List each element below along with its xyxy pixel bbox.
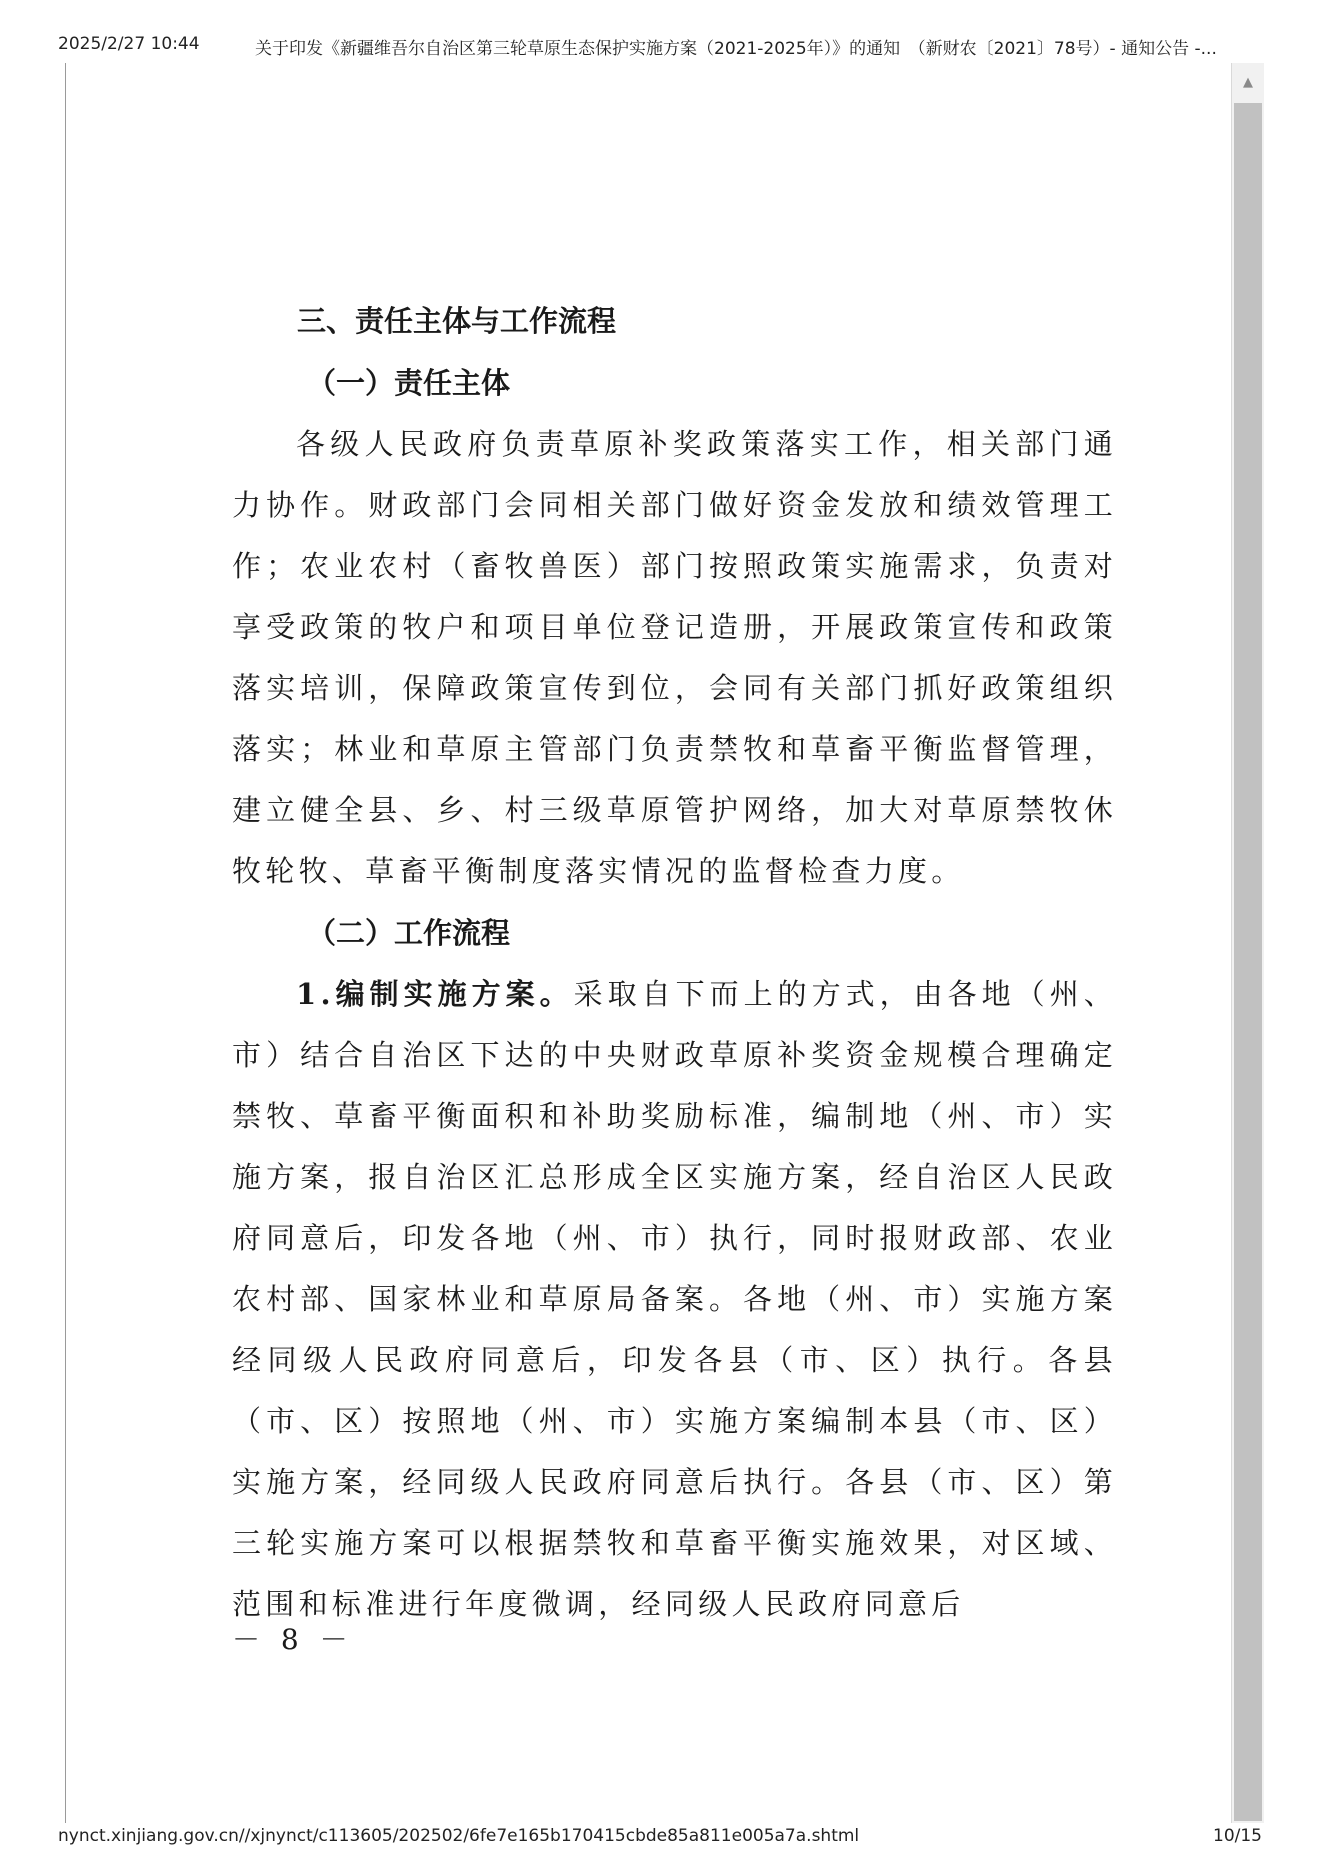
print-date: 2025/2/27 10:44 <box>58 34 200 54</box>
scrollbar-thumb[interactable] <box>1234 103 1262 1821</box>
print-title: 关于印发《新疆维吾尔自治区第三轮草原生态保护实施方案（2021-2025年）》的通知 （新财农〔2021〕78号）- 通知公告 -... <box>255 39 1217 59</box>
document-page <box>232 290 1117 1635</box>
paragraph-workflow-item-1 <box>232 964 1117 1635</box>
scroll-up-arrow-icon[interactable]: ▲ <box>1243 74 1253 90</box>
paragraph-responsibility: 各级人民政府负责草原补奖政策落实工作，相关部门通力协作。财政部门会同相关部门做好资金发放和绩效管理工作；农业农村（畜牧兽医）部门按照政策实施需求，负责对享受政策的牧户和项目单位登记造册，开展政策宣传和政策落实培训，保障政策宣传到位，会同有关部门抓好政策组织落实；林业和草原主管部门负责禁牧和草畜平衡监督管理，建立健全县、乡、村三级草原管护网络，加大对草原禁牧休牧轮牧、草畜平衡制度落实情况的监督检查力度。 <box>232 427 1117 888</box>
page-frame-border <box>65 63 66 1823</box>
document-page-number: － 8 － <box>232 1623 354 1656</box>
subheading-workflow: （二）工作流程 <box>307 916 511 950</box>
vertical-scrollbar[interactable] <box>1231 63 1264 1823</box>
section-heading: 三、责任主体与工作流程 <box>297 304 617 338</box>
print-url: nynct.xinjiang.gov.cn//xjnynct/c113605/202502/6fe7e165b170415cbde85a811e005a7a.shtml <box>58 1826 860 1846</box>
item-1-lead: 1.编制实施方案。 <box>296 977 574 1011</box>
print-page-counter: 10/15 <box>1213 1826 1262 1846</box>
item-1-text: 采取自下而上的方式，由各地（州、市）结合自治区下达的中央财政草原补奖资金规模合理确定禁牧、草畜平衡面积和补助奖励标准，编制地（州、市）实施方案，报自治区汇总形成全区实施方案，经自治区人民政府同意后，印发各地（州、市）执行，同时报财政部、农业农村部、国家林业和草原局备案。各地（州、市）实施方案经同级人民政府同意后，印发各县（市、区）执行。各县（市、区）按照地（州、市）实施方案编制本县（市、区）实施方案，经同级人民政府同意后执行。各县（市、区）第三轮实施方案可以根据禁牧和草畜平衡实施效果，对区域、范围和标准进行年度微调，经同级人民政府同意后 <box>232 977 1117 1621</box>
print-header <box>58 34 1262 59</box>
print-footer <box>58 1826 1262 1848</box>
subheading-responsibility: （一）责任主体 <box>307 366 511 400</box>
